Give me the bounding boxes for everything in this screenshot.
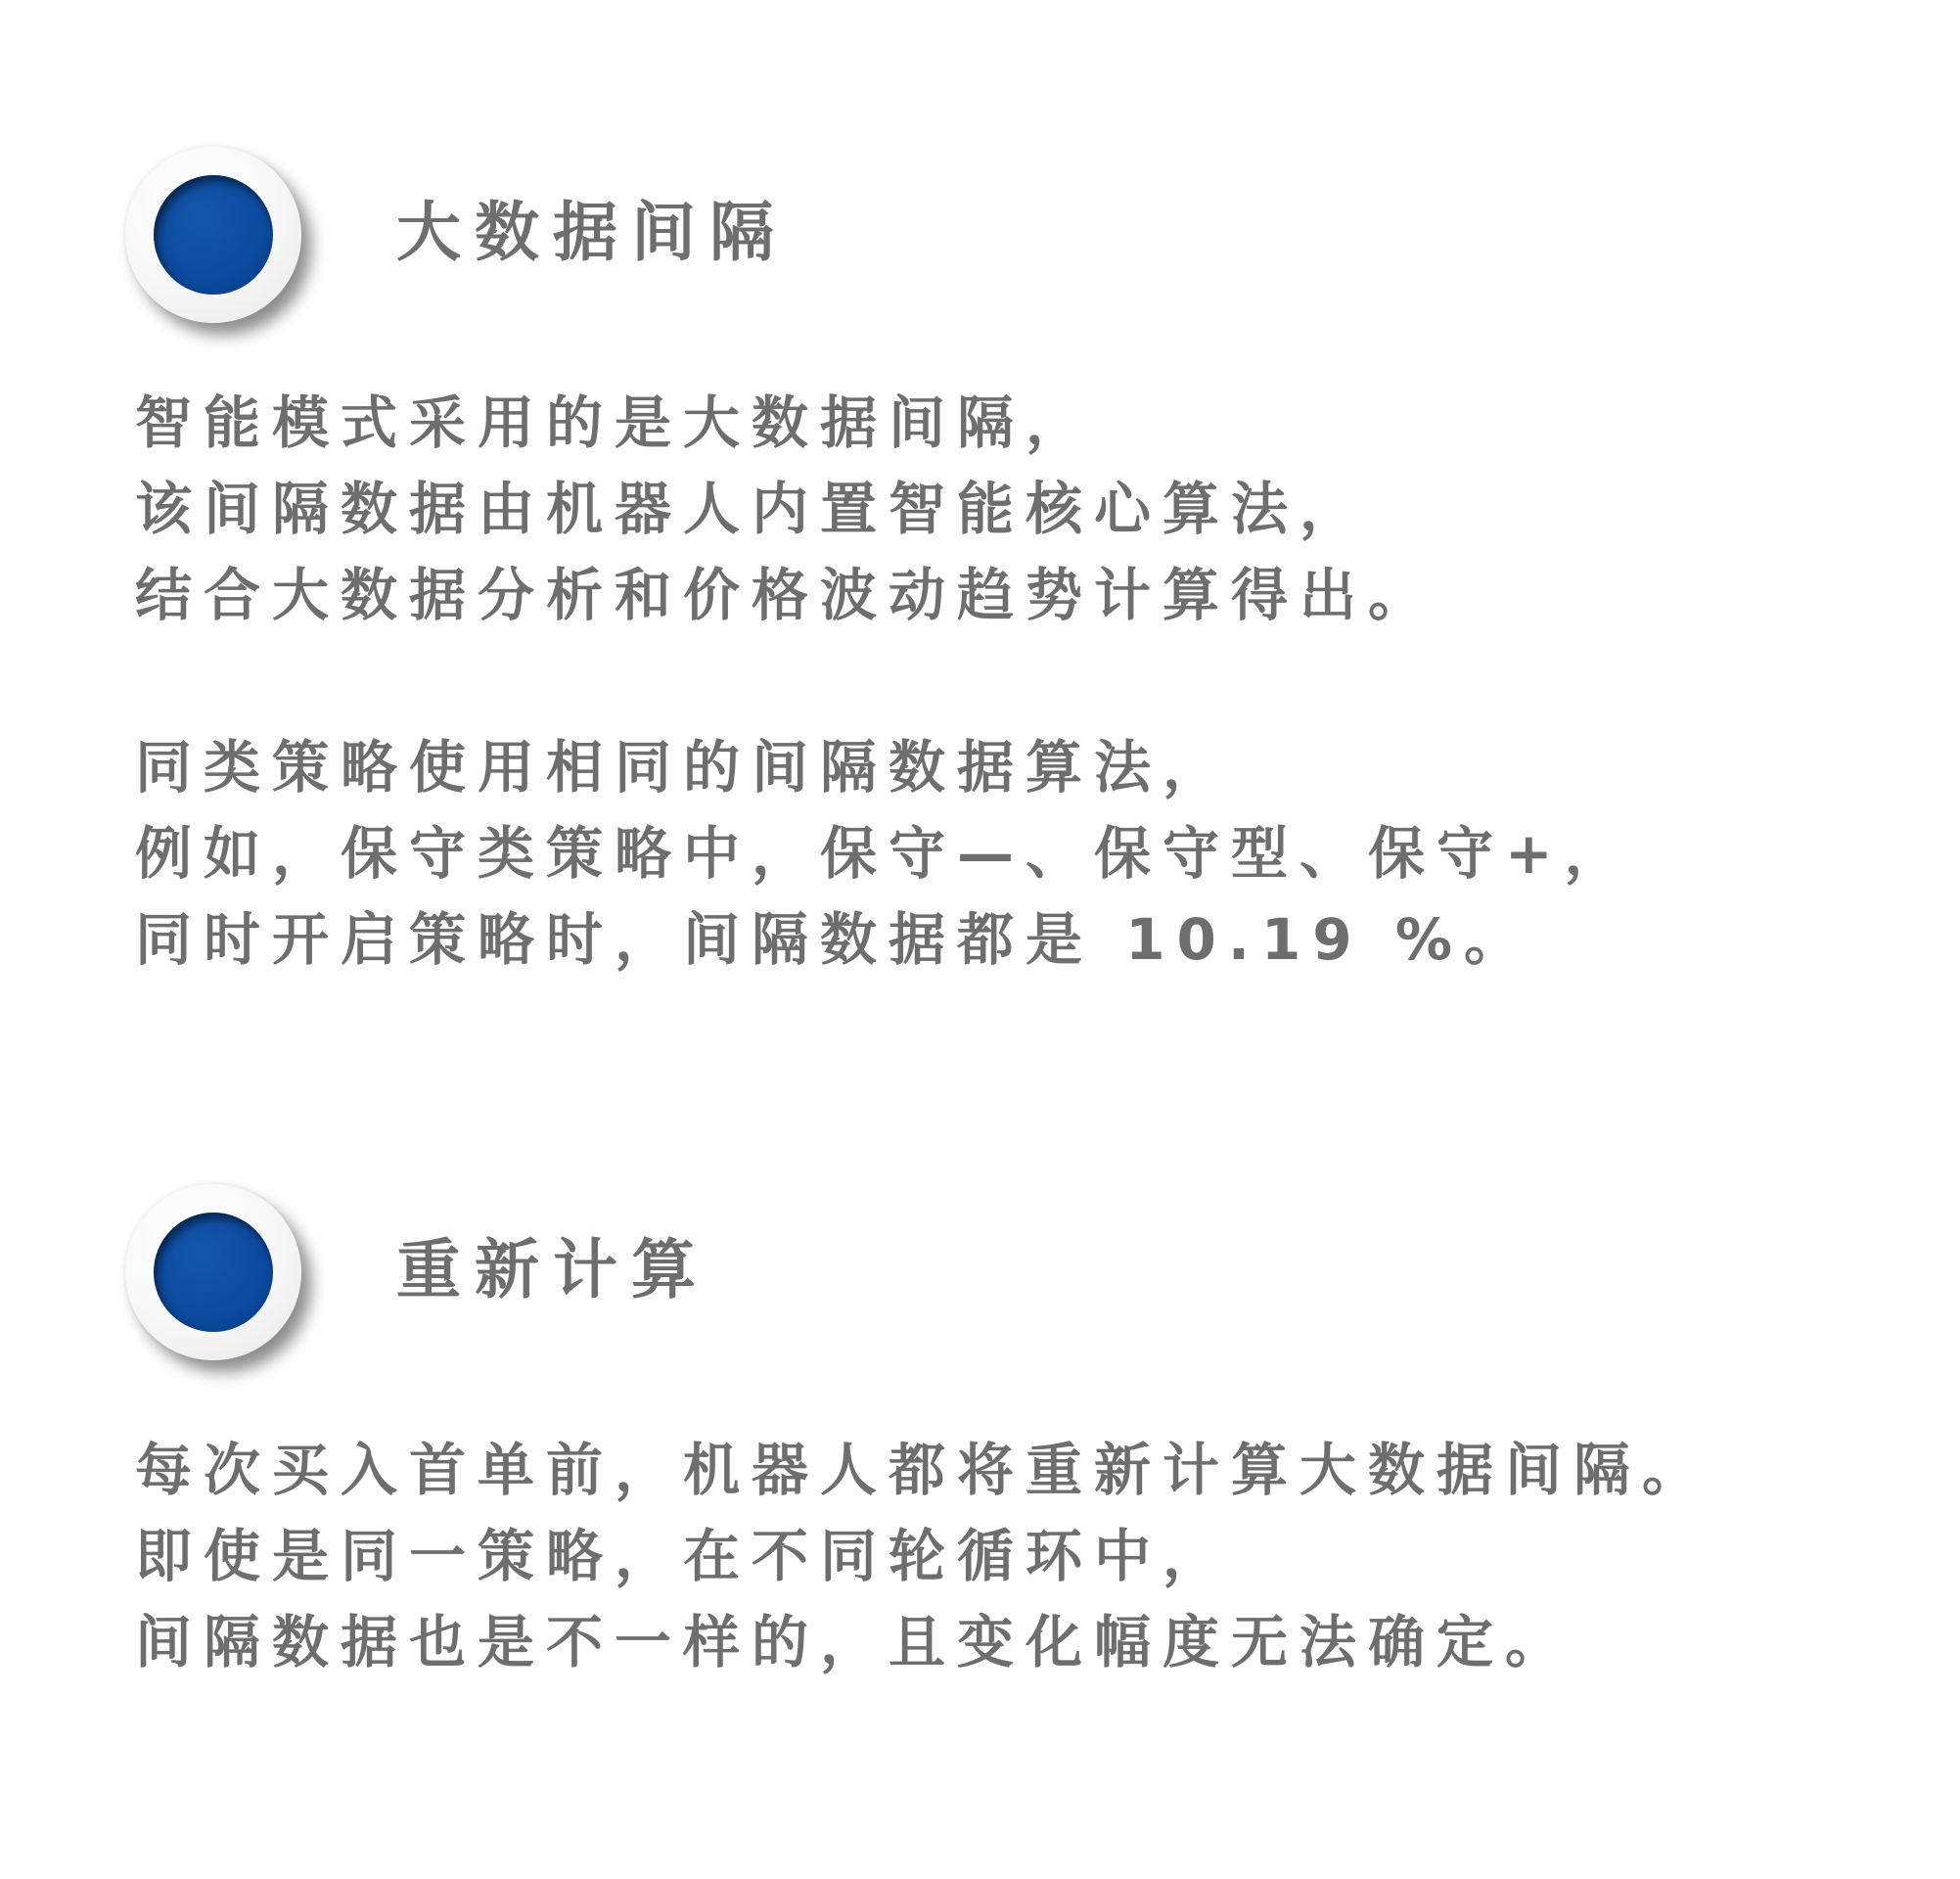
text-line: 同类策略使用相同的间隔数据算法， [135, 734, 1232, 801]
text-line: 间隔数据也是不一样的，且变化幅度无法确定。 [135, 1609, 1574, 1675]
text-line: 例如，保守类策略中，保守—、保守型、保守+， [135, 820, 1633, 887]
text-line: 智能模式采用的是大数据间隔， [135, 390, 1095, 456]
bullet-circle-inner [154, 1213, 273, 1332]
text-line: 即使是同一策略，在不同轮循环中， [135, 1523, 1232, 1589]
bullet-circle-inner [154, 175, 273, 295]
section-heading: 大数据间隔 [396, 195, 788, 270]
section-heading: 重新计算 [396, 1232, 709, 1307]
paragraph [135, 724, 1633, 983]
bullet-circle-icon [125, 1184, 301, 1360]
text-line: 该间隔数据由机器人内置智能核心算法， [135, 476, 1369, 542]
bullet-circle-icon [125, 147, 301, 323]
paragraph [135, 1427, 1710, 1685]
paragraph [135, 380, 1436, 638]
text-line: 结合大数据分析和价格波动趋势计算得出。 [135, 562, 1437, 628]
text-line: 同时开启策略时，间隔数据都是 10.19 %。 [135, 906, 1532, 973]
text-line: 每次买入首单前，机器人都将重新计算大数据间隔。 [135, 1437, 1711, 1503]
